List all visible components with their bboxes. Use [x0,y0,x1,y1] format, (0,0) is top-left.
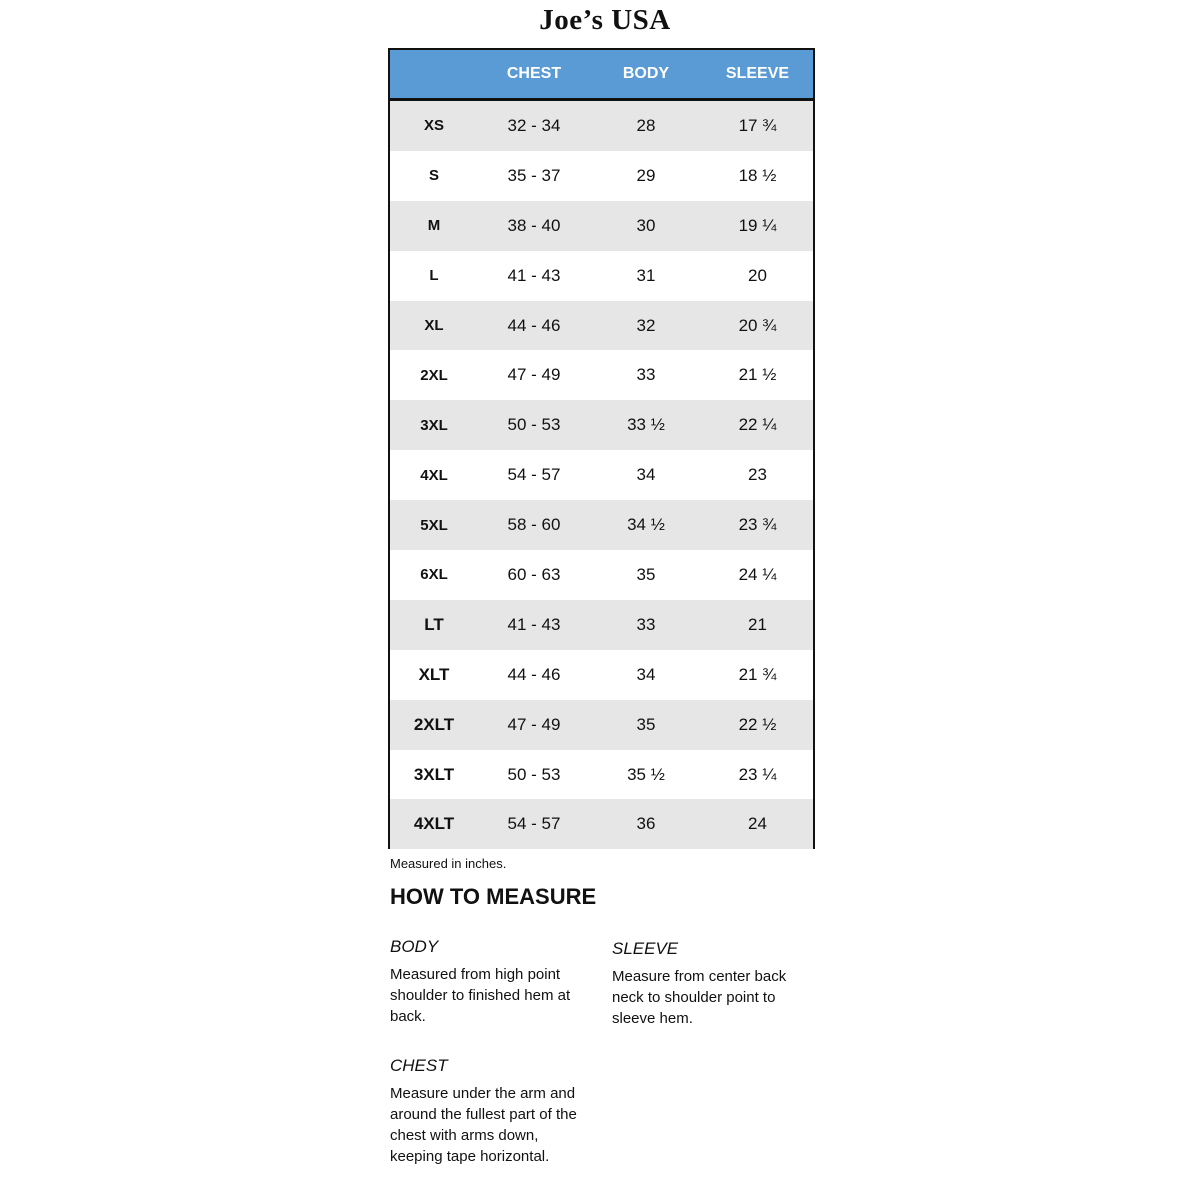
how-to-measure-heading: HOW TO MEASURE [390,884,597,909]
body-cell: 34 [636,664,656,684]
table-row [390,600,813,650]
table-row [390,101,813,151]
chest-cell: 47 - 49 [507,365,561,385]
sleeve-cell: 23 ¼ [738,764,777,784]
size-cell: XLT [418,664,450,684]
size-cell: LT [424,614,444,634]
header-sleeve: SLEEVE [725,65,790,82]
table-row [390,500,813,550]
table-body [390,101,813,849]
body-cell: 32 [636,315,656,335]
chest-cell: 41 - 43 [507,265,561,285]
sleeve-cell: 24 ¼ [738,564,777,584]
body-cell: 31 [636,265,656,285]
table-row [390,400,813,450]
table-row [390,550,813,600]
table-row [390,650,813,700]
sleeve-cell: 20 [748,265,767,285]
table-row [390,350,813,400]
body-cell: 34 ½ [627,515,665,535]
sleeve-cell: 19 ¼ [738,215,777,235]
body-cell: 35 ½ [627,764,665,784]
chest-measure-heading: CHEST [390,1056,448,1075]
sleeve-cell: 21 ¾ [738,664,777,684]
sleeve-cell: 22 ¼ [738,415,777,435]
body-cell: 35 [636,714,656,734]
chest-cell: 44 - 46 [507,315,561,335]
chest-measure-text: Measure under the arm and around the fullest part of the chest with arms down, keeping tape horizontal. [390,1085,577,1165]
sleeve-measure-heading: SLEEVE [612,939,679,958]
table-row [390,301,813,351]
chest-cell: 38 - 40 [507,215,561,235]
page-title: Joe’s USA [539,4,671,36]
table-row [390,799,813,849]
body-cell: 28 [636,115,656,135]
body-cell: 33 ½ [627,415,665,435]
size-cell: XS [423,117,444,135]
table-row [390,450,813,500]
table-row [390,201,813,251]
chest-cell: 58 - 60 [507,515,561,535]
body-measure-text: Measured from high point shoulder to finished hem at back. [390,966,571,1025]
size-cell: 3XL [420,416,448,434]
chest-cell: 50 - 53 [507,764,561,784]
sleeve-cell: 17 ¾ [738,115,777,135]
units-note: Measured in inches. [390,856,507,871]
table-row [390,700,813,750]
body-cell: 33 [636,614,656,634]
table-header [390,50,813,101]
size-chart-table [388,48,815,849]
size-cell: 4XLT [413,814,455,834]
size-cell: 2XL [420,366,448,384]
table-row [390,750,813,800]
chest-cell: 60 - 63 [507,564,561,584]
chest-cell: 35 - 37 [507,165,561,185]
size-cell: S [428,167,439,185]
sleeve-cell: 22 ½ [738,714,777,734]
size-cell: 6XL [420,566,448,584]
body-cell: 30 [636,215,656,235]
sleeve-cell: 21 [748,614,767,634]
size-cell: 4XL [420,466,448,484]
size-cell: 5XL [420,516,448,534]
body-cell: 29 [636,165,656,185]
body-cell: 33 [636,365,656,385]
table-row [390,151,813,201]
table-row [390,251,813,301]
body-cell: 36 [636,814,656,834]
chest-cell: 54 - 57 [507,814,561,834]
chest-cell: 47 - 49 [507,714,561,734]
chest-cell: 54 - 57 [507,465,561,485]
size-cell: XL [424,317,444,334]
body-measure-section [390,937,595,1027]
sleeve-cell: 21 ½ [738,365,777,385]
sleeve-cell: 23 [748,465,767,485]
chest-cell: 50 - 53 [507,415,561,435]
chest-measure-section [390,1056,590,1167]
body-measure-heading: BODY [390,937,439,956]
body-cell: 35 [636,564,656,584]
chest-cell: 32 - 34 [507,115,561,135]
chest-cell: 44 - 46 [507,664,561,684]
sleeve-cell: 20 ¾ [738,315,777,335]
size-cell: L [429,267,439,285]
body-cell: 34 [636,465,656,485]
sleeve-measure-section [612,939,812,1029]
sleeve-cell: 24 [748,814,767,834]
header-body: BODY [622,65,670,82]
sleeve-cell: 18 ½ [738,165,777,185]
size-cell: M [427,217,441,235]
chest-cell: 41 - 43 [507,614,561,634]
size-cell: 2XLT [413,714,455,734]
header-chest: CHEST [506,65,562,82]
sleeve-measure-text: Measure from center back neck to shoulder point to sleeve hem. [612,968,787,1027]
size-cell: 3XLT [413,764,455,784]
sleeve-cell: 23 ¾ [738,515,777,535]
